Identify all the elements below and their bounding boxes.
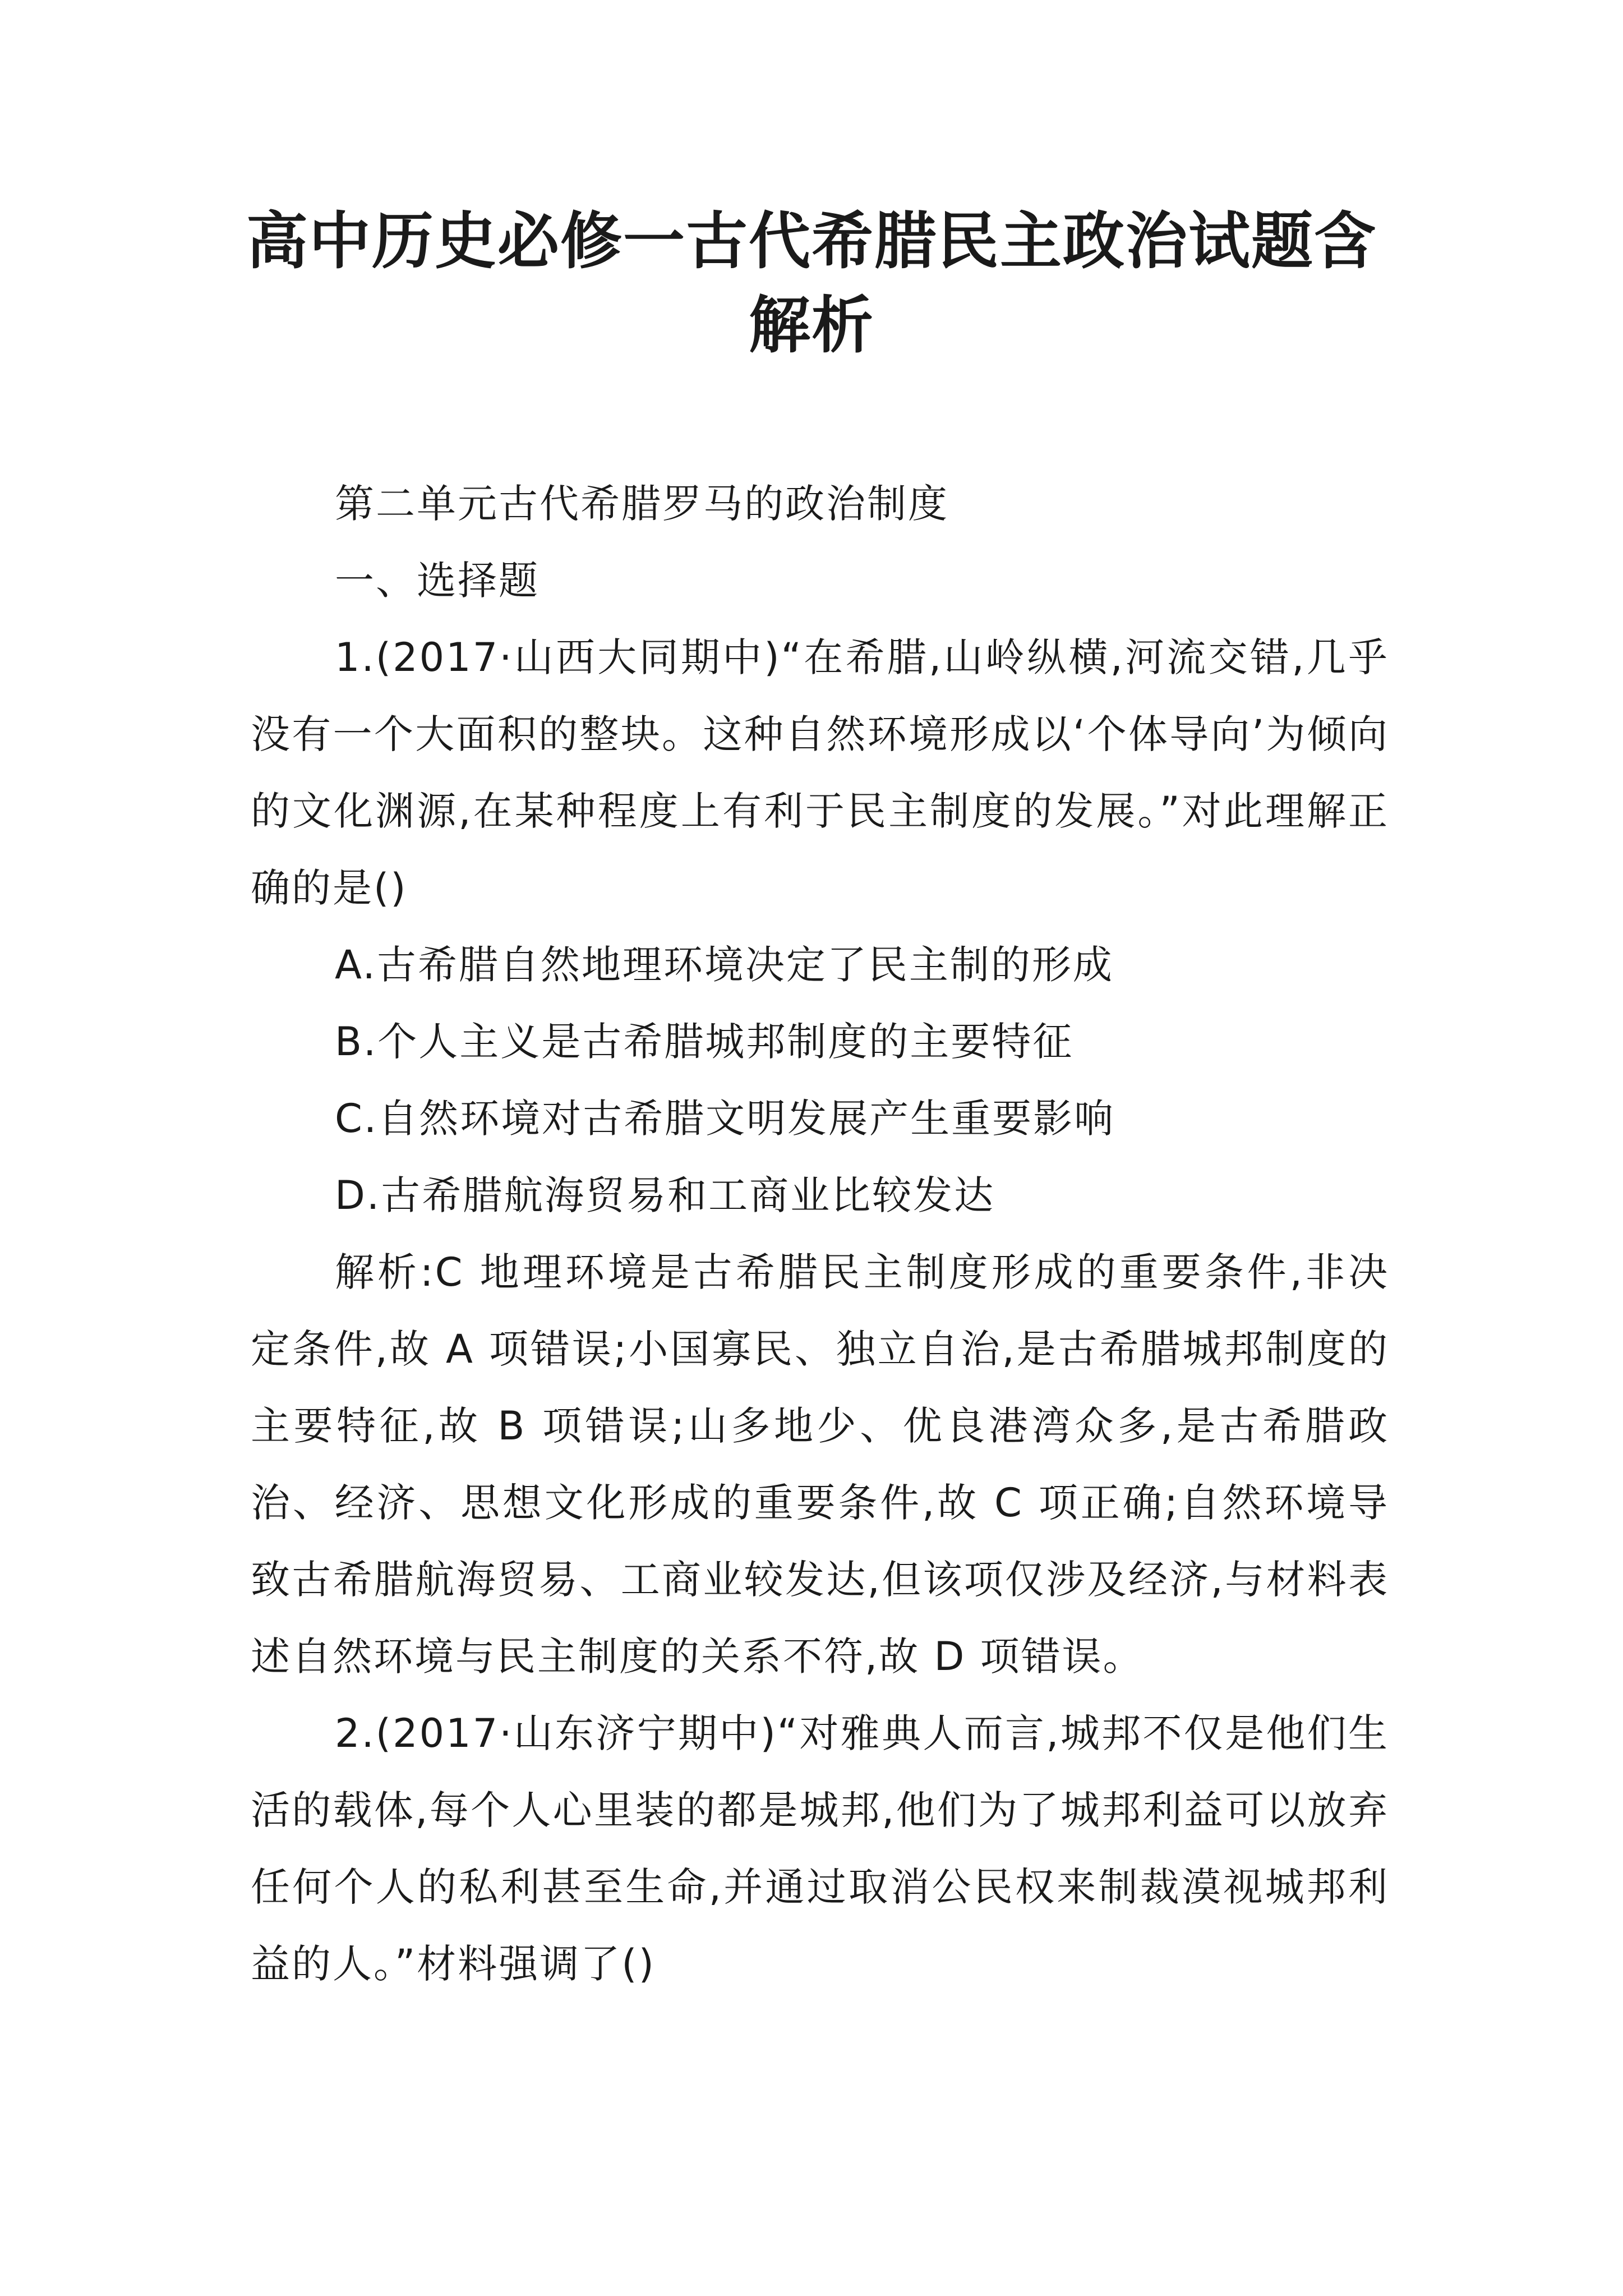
title-line-1: 高中历史必修一古代希腊民主政治试题含 [246, 205, 1377, 277]
section-heading: 一、选择题 [335, 558, 540, 604]
question-1-option-a: A.古希腊自然地理环境决定了民主制的形成 [335, 942, 1114, 988]
title-line-2: 解析 [749, 289, 874, 361]
question-1-option-c: C.自然环境对古希腊文明发展产生重要影响 [335, 1096, 1115, 1142]
unit-heading: 第二单元古代希腊罗马的政治制度 [335, 481, 949, 527]
question-1-analysis: 解析:C 地理环境是古希腊民主制度形成的重要条件,非决定条件,故 A 项错误;小国寡民、独立自治,是古希腊城邦制度的主要特征,故 B 项错误;山多地少、优良港湾众多,是古希腊政治、经济、思想文化形成的重要条件,故 C 项正确;自然环境导致古希腊航海贸易、工商业较发达,但该项仅涉及经济,与材料表述自然环境与民主制度的关系不符,故 D 项错误。 [251, 1249, 1389, 1680]
question-1-option-b: B.个人主义是古希腊城邦制度的主要特征 [335, 1019, 1074, 1065]
document-body [251, 466, 1389, 2003]
question-2-stem: 2.(2017·山东济宁期中)“对雅典人而言,城邦不仅是他们生活的载体,每个人心里装的都是城邦,他们为了城邦利益可以放弃任何个人的私利甚至生命,并通过取消公民权来制裁漠视城邦利益的人。”材料强调了() [251, 1710, 1389, 1987]
question-1-stem: 1.(2017·山西大同期中)“在希腊,山岭纵横,河流交错,几乎没有一个大面积的整块。这种自然环境形成以‘个体导向’为倾向的文化渊源,在某种程度上有利于民主制度的发展。”对此理解正确的是() [251, 634, 1389, 911]
question-1-option-d: D.古希腊航海贸易和工商业比较发达 [335, 1172, 995, 1218]
document-title [224, 199, 1399, 367]
